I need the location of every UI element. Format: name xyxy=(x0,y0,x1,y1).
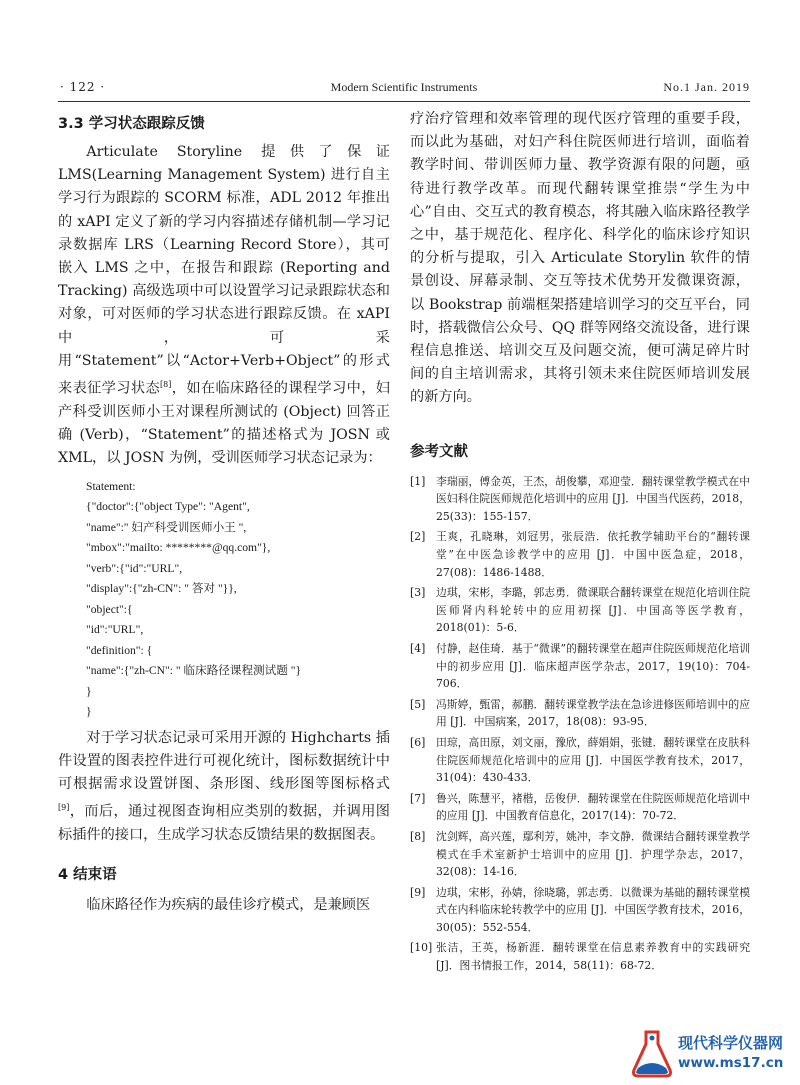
code-line: {"doctor":{"object Type": "Agent", xyxy=(86,500,250,514)
section-4-title: 4 结束语 xyxy=(58,867,117,884)
reference-number: [4] xyxy=(410,641,426,655)
reference-text: 鲁兴，陈慧平，褚楷，岳俊伊．翻转课堂在住院医师规范化培训中的应用 [J]．中国教育信息化，2017(14)：70-72． xyxy=(436,791,750,823)
page-number: · 122 · xyxy=(60,80,106,94)
journal-name: Modern Scientific Instruments xyxy=(330,80,478,94)
citation-8: [8] xyxy=(160,380,172,390)
flask-logo-icon xyxy=(630,1028,674,1078)
section-4-paragraph-continued: 疗治疗管理和效率管理的现代医疗管理的重要手段，而以此为基础，对妇产科住院医师进行培训，面临着教学时间、带训医师力量、教学资源有限的问题，亟待进行教学改革。而现代翻转课堂推崇“学生为中心”自由、交互式的教育模态，将其融入临床路径教学之中，基于规范化、程序化、科学化的临床诊疗知识的分析与提取，引入 Articulate Storylin 软件的情景创设、屏幕录制、交互等技术优势开发微课资源，以 Bookstrap 前端框架搭建培训学习的交互平台，同时，搭载微信公众号、QQ 群等网络交流设备，进行课程信息推送、培训交互及问题交流，便可满足碎片时间的自主培训需求，其将引领未来住院医师培训发展的新方向。 xyxy=(410,111,750,406)
reference-item xyxy=(410,884,750,937)
code-line: Statement: xyxy=(86,479,136,493)
reference-number: [3] xyxy=(410,586,426,600)
reference-item xyxy=(410,640,750,693)
reference-text: 王爽，孔晓琳，刘冠男，张辰浩．依托教学辅助平台的“翻转课堂”在中医急诊教学中的应用 [J]．中国中医急症，2018，27(08)：1486-1488． xyxy=(436,530,750,579)
reference-item xyxy=(410,828,750,881)
reference-number: [10] xyxy=(410,941,433,955)
para2-text: 对于学习状态记录可采用开源的 Highcharts 插件设置的图表控件进行可视化统计，图标数据统计中可根据需求设置饼图、条形图、线形图等图标格式 xyxy=(58,729,390,792)
reference-number: [8] xyxy=(410,829,426,843)
reference-number: [6] xyxy=(410,735,426,749)
watermark-url: www.ms17.cn xyxy=(678,1055,784,1071)
reference-item xyxy=(410,528,750,581)
reference-text: 边琪，宋彬，李璐，郭志勇．微课联合翻转课堂在规范化培训住院医师肾内科轮转中的应用初探 [J]．中国高等医学教育，2018(01)：5-6． xyxy=(436,586,750,635)
left-column xyxy=(58,108,390,918)
code-line: "mbox":"mailto: ********@qq.com"}, xyxy=(86,541,271,555)
reference-text: 冯斯婷，甄雷，郝鹏．翻转课堂教学法在急诊进修医师培训中的应用 [J]．中国病案，2017，18(08)：93-95． xyxy=(436,697,750,729)
right-column xyxy=(410,108,750,978)
reference-number: [5] xyxy=(410,697,426,711)
section-3-3-title: 3.3 学习状态跟踪反馈 xyxy=(58,116,205,132)
reference-text: 李瑞丽，傅金英，王杰，胡俊攀，邓迎莹．翻转课堂教学模式在中医妇科住院医师规范化培训中的应用 [J]．中国当代医药，2018，25(33)：155-157． xyxy=(436,474,750,523)
watermark-site-name: 现代科学仪器网 xyxy=(678,1034,784,1052)
section-4-paragraph-start: 临床路径作为疾病的最佳诊疗模式，是兼顾医 xyxy=(86,897,371,914)
section-3-3-paragraph-1 xyxy=(58,141,390,471)
code-line: "name":" 妇产科受训医师小王 ", xyxy=(86,520,247,534)
reference-text: 田琼，高田原，刘文丽，豫欣，薛娟娟，张键．翻转课堂在皮肤科住院医师规范化培训中的应用 [J]．中国医学教育技术，2017，31(04)：430-433． xyxy=(436,735,750,785)
reference-text: 沈剑辉，高兴莲，鄢利芳，姚冲，李文静．微课结合翻转课堂教学模式在手术室新护士培训中的应用 [J]．护理学杂志，2017，32(08)：14-16． xyxy=(436,829,750,879)
reference-text: 张洁，王英，杨新涯．翻转课堂在信息素养教育中的实践研究 [J]．图书情报工作，2014，58(11)：68-72． xyxy=(436,941,750,973)
reference-number: [7] xyxy=(410,791,426,805)
references-title: 参考文献 xyxy=(410,443,468,460)
code-line: "object":{ xyxy=(86,602,133,616)
reference-text: 付静，赵佳琦．基于“微课”的翻转课堂在超声住院医师规范化培训中的初步应用 [J]．临床超声医学杂志，2017，19(10)：704-706． xyxy=(436,641,750,691)
code-line: "definition": { xyxy=(86,643,153,657)
reference-number: [9] xyxy=(410,885,426,899)
code-line: "verb":{"id":"URL", xyxy=(86,561,183,575)
reference-number: [2] xyxy=(410,530,426,544)
running-header xyxy=(58,78,750,98)
reference-item xyxy=(410,473,750,526)
code-line: "id":"URL", xyxy=(86,623,144,637)
citation-9: [9] xyxy=(58,803,70,813)
para1-text: Articulate Storyline 提供了保证 LMS(Learning Management System) 进行自主学习行为跟踪的 SCORM 标准，ADL 2012 年推出的 xAPI 定义了新的学习内容描述存储机制—学习记录数据库 LRS（Learning Record Store），其可嵌入 LMS 之中，在报告和跟踪 (Reporting and Tracking) 高级选项中可以设置学习记录跟踪状态和对象，可对医师的学习状态进行跟踪反馈。在 xAPI 中，可采用“Statement”以“Actor+Verb+Object”的形式来表征学习状态 xyxy=(58,144,390,397)
json-code-block xyxy=(86,477,390,723)
section-3-3-paragraph-2 xyxy=(58,727,390,848)
reference-item xyxy=(410,584,750,637)
reference-text: 边琪，宋彬，孙婧，徐晓璐，郭志勇．以微课为基础的翻转课堂模式在内科临床轮转教学中的应用 [J]．中国医学教育技术，2016，30(05)：552-554． xyxy=(436,885,750,934)
reference-item xyxy=(410,939,750,974)
site-watermark xyxy=(630,1028,795,1080)
header-rule xyxy=(58,101,750,102)
code-line: } xyxy=(86,705,92,719)
para1-tail: ，如在临床路径的课程学习中，妇产科受训医师小王对课程所测试的 (Object) 回答正确 (Verb)，“Statement”的描述格式为 JOSN 或 XML，以 JOSN 为例，受训医师学习状态记录为： xyxy=(58,380,390,467)
para2-tail: ，而后，通过视图查询相应类别的数据，并调用图标插件的接口，生成学习状态反馈结果的数据图表。 xyxy=(58,803,390,844)
reference-item xyxy=(410,734,750,787)
code-line: "display":{"zh-CN": " 答对 "}}, xyxy=(86,582,237,596)
reference-number: [1] xyxy=(410,474,426,488)
code-line: } xyxy=(86,684,92,698)
code-line: "name":{"zh-CN": " 临床路径课程测试题 "} xyxy=(86,664,302,678)
references-list xyxy=(410,473,750,975)
reference-item xyxy=(410,696,750,731)
issue-info: No.1 Jan. 2019 xyxy=(663,80,750,94)
reference-item xyxy=(410,790,750,825)
